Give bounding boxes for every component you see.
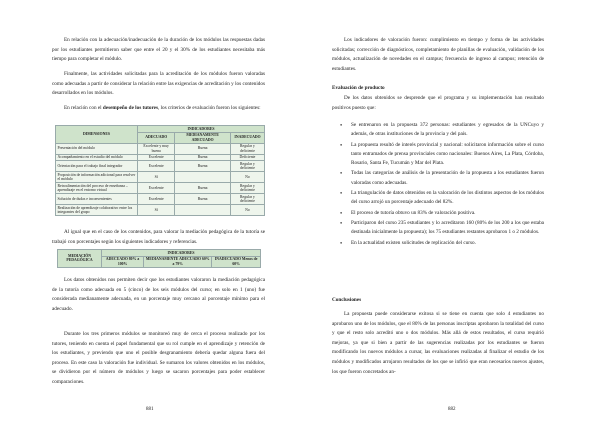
list-item: ● Participaron del curso 235 estudiantes y lo acreditaron 160 (80% de los 200 a los que estaba destinada inicialmente la propuesta); los 75 estudiantes restantes aprobaron 1 o 2 módulos. <box>340 219 544 237</box>
table-cell: Regular y deficiente <box>230 194 264 205</box>
right-page <box>300 0 600 424</box>
table-cell <box>175 205 231 216</box>
table-cell: Excelente <box>138 154 175 161</box>
table-row <box>56 205 265 216</box>
list-item: ● La triangulación de datos obtenidos en la valoración de los distintos aspectos de los módulos del curso arrojó un porcentaje adecuado del 82%. <box>340 189 544 207</box>
table-cell: Buena <box>175 154 231 161</box>
paragraph: Los indicadores de valoración fueron: cumplimiento en tiempo y forma de las actividades solicitadas; corrección de diagnósticos, completamiento de planillas de evaluación, validación de los módulos, actualización de novedades en el campus; frecuencia de ingreso al campus; retención de estudiantes. <box>332 37 544 72</box>
table-cell: Regular y deficiente <box>230 143 264 154</box>
tutor-criteria-table <box>55 125 265 216</box>
table-header-indicators: INDICADORES <box>102 250 261 257</box>
table-cell: Buena <box>175 194 231 205</box>
table-cell: Excelente <box>138 183 175 194</box>
table-cell: Realización de aprendizaje colaborativo entre los integrantes del grupo <box>56 205 138 216</box>
table-cell: Orientación para el trabajo final integrador <box>56 161 138 172</box>
table-cell: Proposición de información adicional para resolver el módulo <box>56 172 138 183</box>
table-cell: Regular y deficiente <box>230 183 264 194</box>
table-col-header: INADECUADO <box>230 132 264 143</box>
page-number: 882 <box>448 407 456 412</box>
list-item: ● El proceso de tutoría obtuvo un 83% de valoración positiva. <box>340 209 544 218</box>
table-cell: Retroalimentación del proceso de enseñanza – aprendizaje en el entorno virtual <box>56 183 138 194</box>
table-row <box>56 161 265 172</box>
table-header-dimensions: DIMENSIONES <box>56 126 138 144</box>
paragraph: Durante los tres primeros módulos se monitoreó muy de cerca el proceso realizado por los tutores, teniendo en cuenta el papel fundamental que su rol cumple en el aprendizaje y retención de los estudiantes, y previendo que uno el posible desgranamiento debería quedar alguna fuera del proceso. En este caso la valoración fue individual. Se sumaron los valores obtenidos en los módulos, se dividieron por el número de módulos y luego se sacaron porcentajes para poder establecer comparaciones. <box>52 331 265 385</box>
table-cell: Solución de dudas e inconvenientes <box>56 194 138 205</box>
list-item: ● Todas las categorías de análisis de la presentación de la propuesta a los estudiantes fueron valoradas como adecuadas. <box>340 169 544 187</box>
table-col-header: ADECUADO <box>138 132 175 143</box>
page-number: 881 <box>146 407 154 412</box>
table-cell: Acompañamiento en el estudio del módulo <box>56 154 138 161</box>
table-cell: INADECUADO Menos de 60% <box>212 256 261 267</box>
results-list <box>340 121 544 249</box>
table-cell: Excelente <box>138 161 175 172</box>
table-col-header: MEDIANAMENTE ADECUADO <box>175 132 231 143</box>
paragraph: De los datos obtenidos se desprende que el programa y su implementación han resultado positivos puesto que: <box>332 95 544 111</box>
table-cell <box>175 172 231 183</box>
section-heading: Evaluación de producto <box>332 85 385 91</box>
section-heading: Conclusiones <box>332 297 362 303</box>
table-cell: Deficiente <box>230 154 264 161</box>
list-item: ● Se entrenaron en la propuesta 372 personas: estudiantes y egresados de la UNCuyo y además, de otras instituciones de la provincia y del país. <box>340 121 544 139</box>
table-cell: Regular y deficiente <box>230 161 264 172</box>
paragraph: Al igual que en el caso de los contenidos, para valorar la mediación pedagógica de la tutoría se trabajó con porcentajes según los siguientes indicadores y referencias. <box>52 229 265 245</box>
table-row <box>56 143 265 154</box>
table-cell: Buena <box>175 143 231 154</box>
table-row-label: MEDIACIÓN PEDAGÓGICA <box>58 250 102 268</box>
mediation-table <box>57 249 261 268</box>
table-cell: Buena <box>175 161 231 172</box>
table-cell: Presentación del módulo <box>56 143 138 154</box>
list-item: ● En la actualidad existen solicitudes de replicación del curso. <box>340 239 544 248</box>
table-cell: No <box>230 205 264 216</box>
table-row <box>56 154 265 161</box>
table-row <box>56 194 265 205</box>
table-cell: Sí <box>138 205 175 216</box>
table-cell: Excelente <box>138 194 175 205</box>
table-row <box>56 183 265 194</box>
table-cell: ADECUADO 80% a 100% <box>102 256 144 267</box>
list-item: ● La propuesta resultó de interés provincial y nacional: solicitaron información sobre el curso tanto entramados de prensa provinciales como nacionales: Buenos Aires, La Plata, Córdoba, Rosario, Santa Fe, Tucumán y Mar del Plata. <box>340 141 544 169</box>
paragraph: Finalmente, las actividades solicitadas para la acreditación de los módulos fueron valoradas como adecuadas a partir de considerar la relación entre las exigencias de acreditación y los contenidos desarrollados en los módulos. <box>52 71 265 97</box>
table-header-indicators: INDICADORES <box>138 126 265 133</box>
paragraph: La propuesta puede considerarse exitosa si se tiene en cuenta que solo 4 estudiantes no aprobaron uno de los módulos, que el 80% de las personas inscriptas aprobaron la totalidad del curso y que el resto solo acreditó uno o dos módulos. Más allá de estos resultados, el curso requirió mejoras, ya que si bien a partir de las sugerencias realizadas por los estudiantes se fueron modificando los nuevos módulos a cursar, las evaluaciones realizadas al finalizar el estudio de los módulos y modificados arrojaron resultados de los que se infirió que eran necesarios nuevos ajustes, los que fueron concretados an- <box>332 311 544 375</box>
table-cell: MEDIANAMENTE ADECUADO 60% a 79% <box>144 256 212 267</box>
table-cell: Buena <box>175 183 231 194</box>
paragraph: En relación con el desempeño de los tutores, los criterios de evaluación fueron los siguientes: <box>64 105 261 111</box>
paragraph: En relación con la adecuación/inadecuación de la duración de los módulos las respuestas dadas por los estudiantes permitieron saber que entre el 20 y el 30% de los estudiantes necesitaba más tiempo para completar el módulo. <box>52 37 265 63</box>
table-row <box>56 172 265 183</box>
table-cell: No <box>230 172 264 183</box>
table-cell: Excelente y muy buena <box>138 143 175 154</box>
paragraph: Los datos obtenidos nos permiten decir que los estudiantes valoraron la mediación pedagógica de la tutoría como adecuada en 5 (cinco) de los seis módulos del curso; en solo en 1 (uno) fue considerada medianamente adecuada, en un porcentaje muy cercano al porcentaje mínimo para el adecuado. <box>52 277 265 312</box>
table-cell: Sí <box>138 172 175 183</box>
